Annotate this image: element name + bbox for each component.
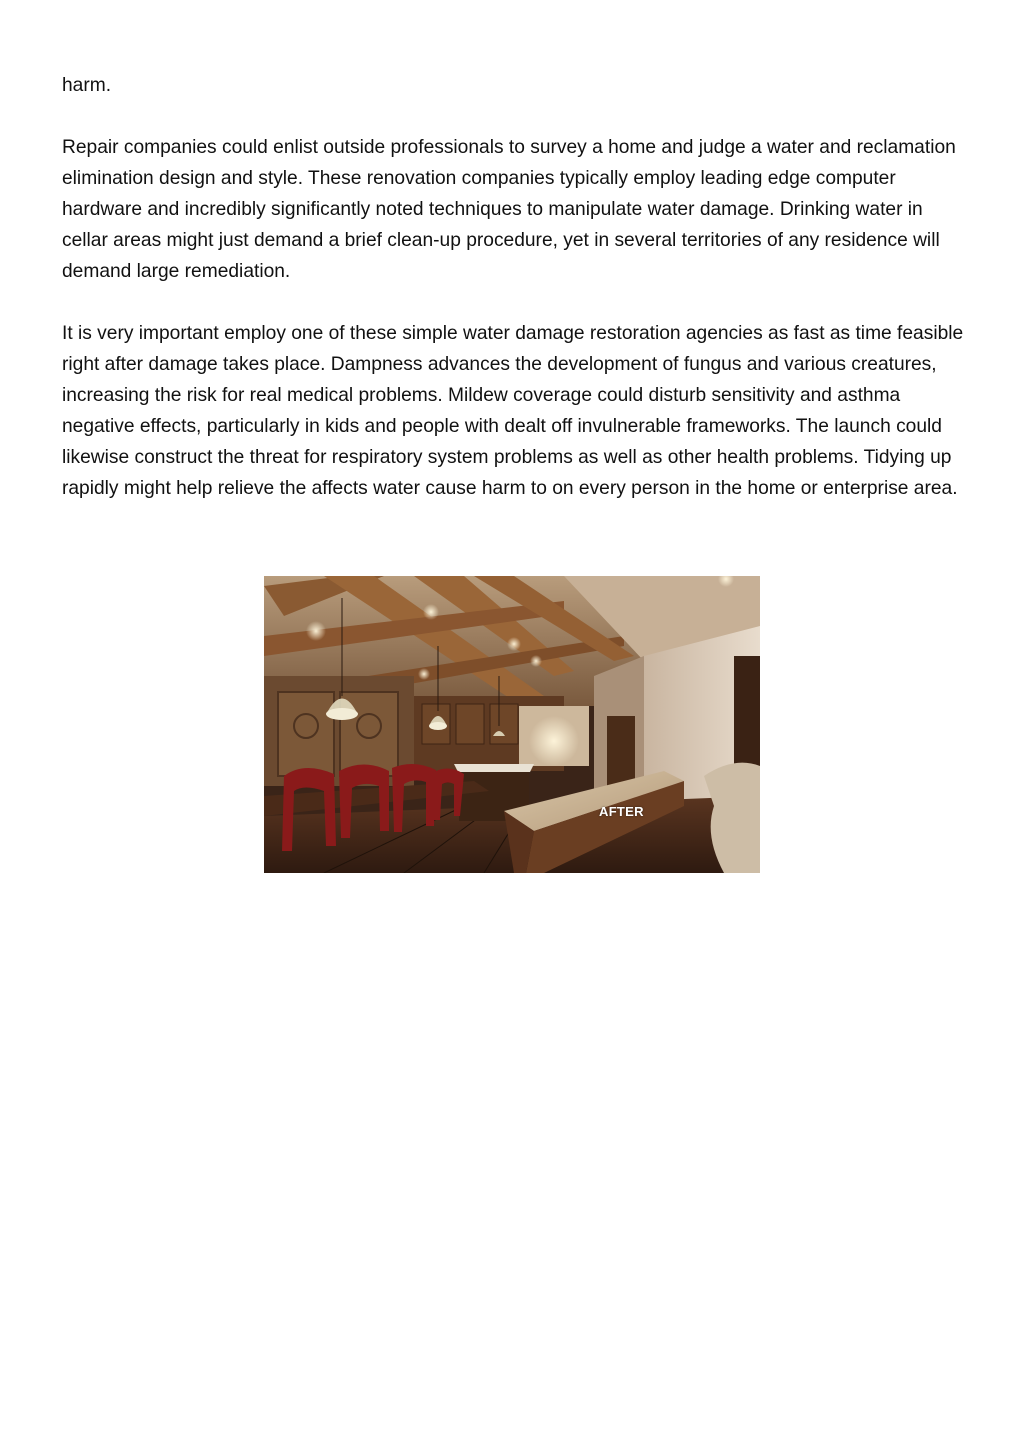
document-body	[62, 70, 972, 535]
kitchen-illustration	[264, 576, 760, 873]
paragraph-2: Repair companies could enlist outside professionals to survey a home and judge a water and reclamation elimination design and style. These renovation companies typically employ leading edge computer hardware and incredibly significantly noted techniques to manipulate water damage. Drinking water in cellar areas might just demand a brief clean-up procedure, yet in several territories of any residence will demand large remediation.	[62, 137, 956, 282]
after-label: AFTER	[599, 804, 644, 819]
paragraph-3: It is very important employ one of these simple water damage restoration agencies as fast as time feasible right after damage takes place. Dampness advances the development of fungus and various creatures, increasing the risk for real medical problems. Mildew coverage could disturb sensitivity and asthma negative effects, particularly in kids and people with dealt off invulnerable frameworks. The launch could likewise construct the threat for respiratory system problems as well as other health problems. Tidying up rapidly might help relieve the affects water cause harm to on every person in the home or enterprise area.	[62, 323, 964, 499]
kitchen-after-photo	[264, 576, 760, 873]
paragraph-1: harm.	[62, 75, 112, 96]
